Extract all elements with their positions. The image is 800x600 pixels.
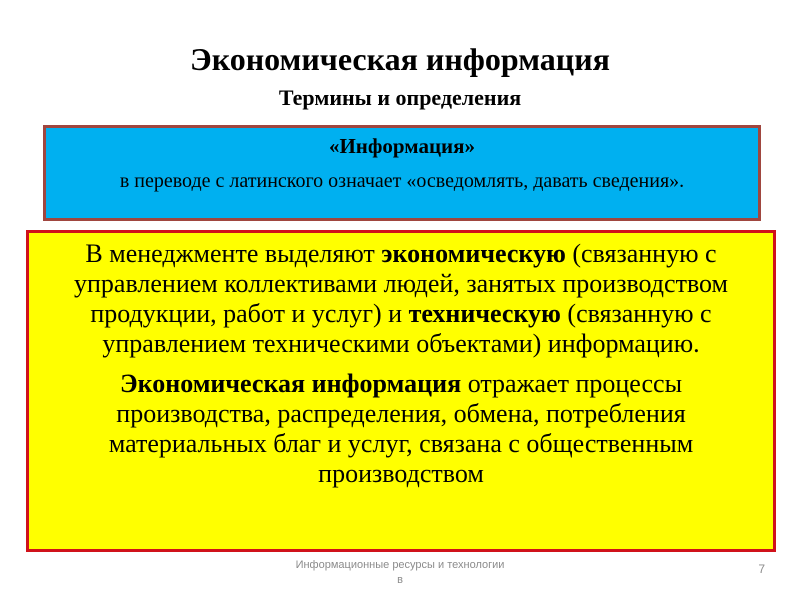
para1-middle: (связанную с управлением коллективами людей, занятых производством продукции, работ и услуг) и (74, 239, 728, 328)
definition-box (43, 125, 761, 221)
slide-title: Экономическая информация (190, 41, 610, 77)
main-content-box (26, 230, 776, 552)
term-economic-information: Экономическая информация (119, 369, 462, 398)
footer-caption-line1: Информационные ресурсы и технологии (295, 559, 505, 571)
definition-text: в переводе с латинского означает «осведомлять, давать сведения». (119, 170, 685, 192)
management-info-paragraph (47, 239, 755, 359)
term-economic: экономическую (381, 239, 566, 268)
para1-lead: В менеджменте выделяют (85, 239, 382, 268)
footer-caption (270, 558, 530, 588)
para1-tail: (связанную с управлением техническими объектами) информацию. (102, 299, 712, 358)
footer-caption-line2: в (397, 574, 403, 586)
slide-subtitle: Термины и определения (278, 85, 522, 110)
term-technical: техническую (408, 299, 561, 328)
definition-heading: «Информация» (328, 134, 476, 158)
economic-info-paragraph (47, 369, 755, 489)
para2-text: отражает процессы производства, распределения, обмена, потребления материальных благ и услуг, связана с общественным производством (108, 369, 694, 488)
page-number: 7 (758, 562, 765, 576)
